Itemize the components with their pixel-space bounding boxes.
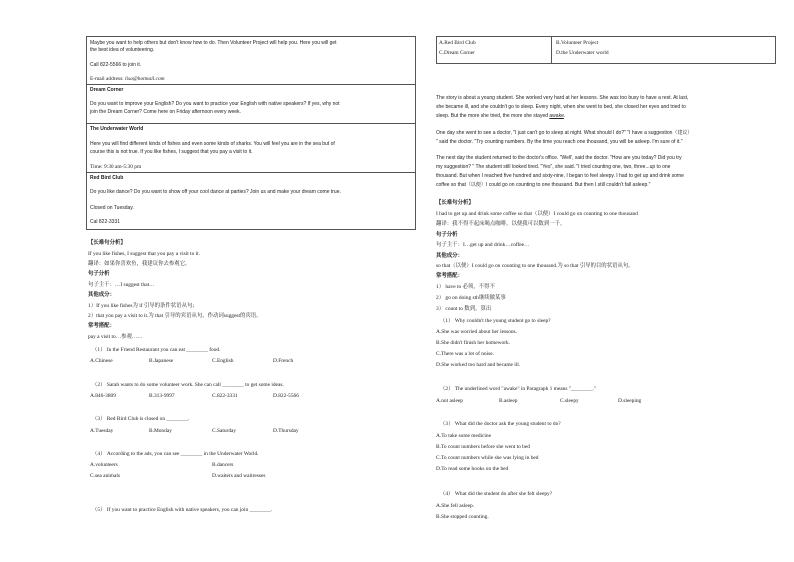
analysis-collocation-label-right: 常考搭配： bbox=[436, 273, 463, 279]
dream-corner-title: Dream Corner bbox=[90, 87, 124, 93]
analysis-sentence-label-right: 句子分析 bbox=[436, 232, 458, 238]
question-2-stem: （2） Sarah wants to do some volunteer work. She can call ________ to get some ideas. bbox=[92, 382, 284, 388]
reading-question-4-option-a[interactable]: A.She fell asleep. bbox=[436, 503, 475, 509]
question-3-stem: （3） Red Bird Club is closed on ________. bbox=[92, 416, 190, 422]
analysis-collocation-2: 2） go on doing sth继续做某事 bbox=[436, 295, 506, 301]
reading-question-4-stem: （4） What did the student do after she felt sleepy? bbox=[440, 491, 553, 497]
question-4-option-a[interactable]: A.volunteers bbox=[90, 462, 118, 468]
question-1-option-c[interactable]: C.English bbox=[212, 358, 234, 364]
underwater-world-time: Time: 9:30 am-5:30 pm bbox=[90, 164, 142, 170]
passage-p2-line2: " said the doctor. "Try counting numbers. By the time you reach one thousand, you will be asleep. I'm sure of it." bbox=[436, 139, 683, 145]
reading-question-2-option-a[interactable]: A.not asleep bbox=[436, 398, 463, 404]
question-2-option-a[interactable]: A.846-3809 bbox=[90, 393, 116, 399]
analysis-heading: 【长难句分析】 bbox=[88, 240, 126, 246]
volunteer-text-line2: the best idea of volunteering. bbox=[90, 47, 155, 53]
question-3-option-d[interactable]: D.Thursday bbox=[273, 428, 299, 434]
analysis-collocation-3: 3） count to 数到，算出 bbox=[436, 306, 492, 312]
underwater-world-title: The Underwater World bbox=[90, 126, 144, 132]
question-4-stem: （4） According to the ads, you can see ________ in the Underwater World. bbox=[92, 451, 259, 457]
reading-question-3-option-c[interactable]: C.To count numbers while she was lying in bed bbox=[436, 455, 539, 461]
analysis-other-label: 其他成分： bbox=[88, 292, 115, 298]
underlined-word-awake: awake bbox=[549, 113, 564, 119]
passage-p3-line1: The next day the student returned to the doctor's office. "Well', said the doctor. "How are you today? Did you try bbox=[436, 155, 682, 161]
passage-p1-line1: The story is about a young student. She worked very hard at her lessons. She was too busy to have a rest. At last, bbox=[436, 95, 689, 101]
dream-corner-line1: Do you want to improve your English? Do you want to practice your English with native speakers? If yes, why not bbox=[90, 101, 340, 107]
underwater-world-line2: course this is not true. If you like fishes, I suggest that you pay a visit to it. bbox=[90, 149, 253, 155]
volunteer-text-line1: Maybe you want to help others but don't know how to do. Then Volunteer Project will help you. Here you will get bbox=[90, 40, 337, 46]
question-5-stem: （5） If you want to practice English with native speakers, you can join ________. bbox=[92, 507, 273, 513]
question-5-option-d[interactable]: D.the Underwater world bbox=[556, 50, 609, 56]
passage-p2-line1: One day she went to see a doctor, "I just can't go to sleep at night. What should I do?" "I have a suggestion（建议） bbox=[436, 130, 693, 136]
analysis-other-1: 1）If you like fishes为 if 引导的条件状语从句； bbox=[88, 303, 198, 309]
underwater-world-line1: Here you will find different kinds of fishes and even some kinds of sharks. You will feel you are in the sea but of bbox=[90, 141, 335, 147]
passage-p1-line2: she became ill, and she couldn't go to sleep. Every night, when she went to bed, she closed her eyes and tried to bbox=[436, 104, 686, 110]
reading-question-3-option-a[interactable]: A.To take some medicine bbox=[436, 433, 492, 439]
analysis-other-label-right: 其他成分： bbox=[436, 253, 463, 259]
question-1-option-d[interactable]: D.French bbox=[273, 358, 294, 364]
question-4-option-c[interactable]: C.sea animals bbox=[90, 473, 120, 479]
question-4-option-b[interactable]: B.dancers bbox=[212, 462, 234, 468]
analysis-translation-right: 翻译：我不得不起床喝点咖啡，以便我可以数到一千。 bbox=[436, 221, 566, 227]
passage-p1-line3: sleep. But the more she tried, the more she stayed awake. bbox=[436, 113, 566, 119]
reading-question-1-stem: （1） Why couldn't the young student go to sleep? bbox=[440, 318, 551, 324]
table-divider bbox=[86, 172, 416, 173]
question-1-option-a[interactable]: A.Chinese bbox=[90, 358, 113, 364]
analysis-sentence-label: 句子分析 bbox=[88, 271, 110, 277]
red-bird-club-line1: Do you like dance? Do you want to show off your cool dance at parties? Join us and make your dream come true. bbox=[90, 189, 341, 195]
reading-question-3-option-d[interactable]: D.To read some books on the bed bbox=[436, 466, 509, 472]
analysis-sentence: If you like fishes, I suggest that you pay a visit to it. bbox=[88, 251, 200, 257]
analysis-heading-right: 【长难句分析】 bbox=[436, 200, 474, 206]
red-bird-club-phone: Cal 822-3331 bbox=[90, 219, 121, 225]
red-bird-club-title: Red Bird Club bbox=[90, 175, 124, 181]
volunteer-email: E-mail address: lisa@hotmail.com bbox=[90, 76, 165, 82]
reading-question-2-stem: （2） The underlined word "awake" in Paragraph 1 means "________." bbox=[440, 386, 597, 392]
reading-question-1-option-b[interactable]: B.She didn't finish her homework. bbox=[436, 340, 511, 346]
question-4-option-d[interactable]: D.waiters and waitresses bbox=[212, 473, 266, 479]
reading-question-1-option-d[interactable]: D.She worked too hard and became ill. bbox=[436, 362, 521, 368]
question-3-option-c[interactable]: C.Saturday bbox=[212, 428, 237, 434]
passage-p3-line3: thousand. But when I reached five hundred and sixty-nine, I began to feel sleepy. I had to get up and drink some bbox=[436, 173, 684, 179]
question-2-option-d[interactable]: D.822-5566 bbox=[273, 393, 299, 399]
reading-question-1-option-c[interactable]: C.There was a lot of noise. bbox=[436, 351, 494, 357]
reading-question-3-option-b[interactable]: B.To count numbers before she went to bed bbox=[436, 444, 530, 450]
options-table-divider bbox=[551, 36, 552, 64]
passage-p3-line2: my suggestion? " The student still looked tired. "Yes", she said. "I tried counting one, two, three...up to one bbox=[436, 164, 671, 170]
question-5-option-a[interactable]: A.Red Bird Club bbox=[439, 40, 476, 46]
question-3-option-a[interactable]: A.Tuesday bbox=[90, 428, 114, 434]
volunteer-phone: Call 822-5566 to join it. bbox=[90, 62, 142, 68]
question-2-option-c[interactable]: C.822-3331 bbox=[212, 393, 238, 399]
question-3-option-b[interactable]: B.Monday bbox=[149, 428, 172, 434]
table-divider bbox=[86, 123, 416, 124]
analysis-other-right: so that（以便）I could go on counting to one thousand.为 so that 引导的目的状语从句。 bbox=[436, 263, 634, 269]
question-1-option-b[interactable]: B.Japanese bbox=[149, 358, 174, 364]
reading-question-1-option-a[interactable]: A.She was worried about her lessons. bbox=[436, 329, 517, 335]
question-5-option-b[interactable]: B.Volunteer Project bbox=[556, 40, 599, 46]
analysis-collocation: pay a visit to…参观…… bbox=[88, 334, 143, 340]
dream-corner-line2: join the Dream Corner? Come here on Friday afternoon every week. bbox=[90, 109, 241, 115]
analysis-collocation-1: 1） have to 必须，不得不 bbox=[436, 284, 495, 290]
analysis-translation: 翻译：如果你喜欢鱼，我建议你去参观它。 bbox=[88, 261, 191, 267]
analysis-collocation-label: 常考搭配： bbox=[88, 323, 115, 329]
reading-question-2-option-c[interactable]: C.sleepy bbox=[560, 398, 579, 404]
reading-question-3-stem: （3） What did the doctor ask the young student to do? bbox=[440, 421, 561, 427]
question-2-option-b[interactable]: B.313-9997 bbox=[149, 393, 175, 399]
reading-question-4-option-b[interactable]: B.She stopped counting. bbox=[436, 514, 489, 520]
analysis-trunk: 句子主干：…I suggest that… bbox=[88, 282, 155, 288]
question-1-stem: （1） In the Friend Restaurant you can eat ________ food. bbox=[92, 347, 221, 353]
red-bird-club-closed: Closed on Tuesday. bbox=[90, 205, 134, 211]
analysis-sentence-right: I had to get up and drink some coffee so that（以便）I could go on counting to one thousand bbox=[436, 211, 638, 217]
analysis-other-2: 2）that you pay a visit to it.为 that 引导的宾语从句，作动词suggest的宾语。 bbox=[88, 313, 262, 319]
table-divider bbox=[86, 84, 416, 85]
reading-question-2-option-b[interactable]: B.asleep bbox=[499, 398, 518, 404]
reading-question-2-option-d[interactable]: D.sleeping bbox=[618, 398, 642, 404]
question-5-option-c[interactable]: C.Dream Corner bbox=[439, 50, 475, 56]
passage-p3-line4: coffee so that（以便）I could go on counting to one thousand. But then I still couldn't fall asleep." bbox=[436, 182, 651, 188]
analysis-trunk-right: 句子主干：I…get up and drink…coffee… bbox=[436, 242, 530, 248]
